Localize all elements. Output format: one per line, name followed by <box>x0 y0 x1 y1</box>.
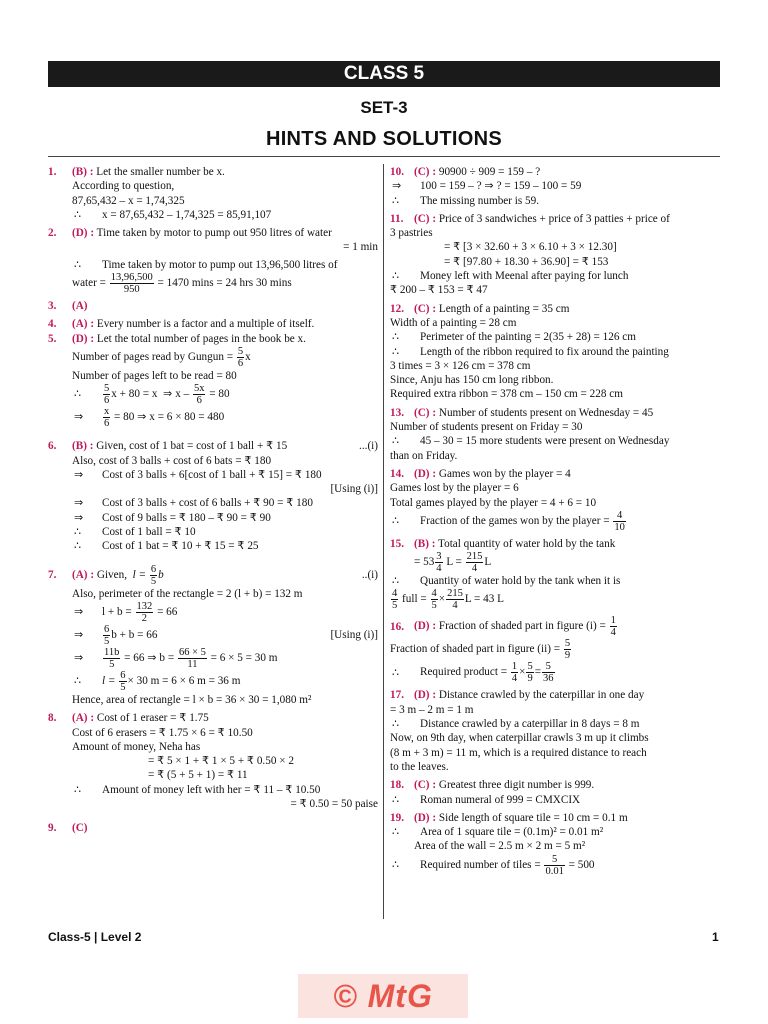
solution-text: Given, cost of 1 bat = cost of 1 ball + ₹ 15 <box>96 440 288 453</box>
fraction: $\frac{6}{5}$ <box>104 623 110 647</box>
class-banner: CLASS 5 <box>48 61 720 87</box>
answer-key: (B) : <box>72 166 94 178</box>
fraction: $\frac{4}{5}$ <box>431 588 437 612</box>
solution-text: Cost of 3 balls + cost of 6 balls + ₹ 90 = ₹ 180 <box>102 497 313 510</box>
answer-key: (D) : <box>72 332 95 345</box>
solution-text: Amount of money left with her = ₹ 11 – ₹ 10.50 <box>102 783 321 796</box>
answer-key: (C) : <box>414 302 437 315</box>
question-13: 13. (C) : Number of students present on Wednesday = 45 Number of students present on Friday = 30 ∴ 45 – 30 = 15 more students were present on Wednesday than on Friday. <box>390 406 670 462</box>
solution-text: Also, perimeter of the rectangle = 2 (l + b) = 132 m <box>72 587 303 600</box>
question-19: 19. (D) : Side length of square tile = 10 cm = 0.1 m ∴ Area of 1 square tile = (0.1m)² = 0.01 m² Area of the wall = 2.5 m × 2 m = 5 m² ∴ Required number of tiles = $\frac{5}{0.01}$ = 500 <box>390 811 628 877</box>
question-14: 14. (D) : Games won by the player = 4 Games lost by the player = 6 Total games played by the player = 4 + 6 = 10 ∴ Fraction of the games won by the player = $\frac{4}{10}$ <box>390 467 625 533</box>
question-4: 4. (A) : Every number is a factor and a multiple of itself. <box>48 318 315 331</box>
solution-text: Cost of 1 eraser = ₹ 1.75 <box>96 712 209 725</box>
solution-text: = ₹ (5 + 5 + 1) = ₹ 11 <box>148 769 248 782</box>
therefore-symbol: ∴ <box>74 258 82 271</box>
therefore-symbol: ∴ <box>74 208 82 221</box>
solution-text: Every number is a factor and a multiple of itself. <box>96 318 315 331</box>
fraction: $\frac{5}{6}$ <box>104 383 110 407</box>
fraction: $\frac{5}{36}$ <box>543 661 554 685</box>
fraction: $\frac{132}{2}$ <box>136 600 153 624</box>
set-title: SET-3 <box>360 98 408 117</box>
fraction: $\frac{5}{6}$ <box>237 345 244 369</box>
solution-text: Also, cost of 3 balls + cost of 6 bats = ₹ 180 <box>72 454 272 467</box>
solution-text: = ₹ 0.50 = 50 paise <box>290 798 378 811</box>
fraction: $\frac{215}{4}$ <box>466 551 483 575</box>
fraction: $\frac{1}{4}$ <box>511 661 518 685</box>
question-8: 8. (A) : Cost of 1 eraser = ₹ 1.75 Cost of 6 erasers = ₹ 1.75 × 6 = ₹ 10.50 Amount of money, Neha has = ₹ 5 × 1 + ₹ 1 × 5 + ₹ 0.50 × 2 = ₹ (5 + 5 + 1) = ₹ 11 ∴ Amount of money left with her = ₹ 11 – ₹ 10.50 = ₹ 0.50 = 50 paise <box>48 712 378 811</box>
solution-text: x = 87,65,432 – 1,74,325 = 85,91,107 <box>102 208 272 221</box>
page-heading: HINTS AND SOLUTIONS <box>265 128 503 150</box>
question-17: 17. (D) : Distance crawled by the caterpillar in one day = 3 m – 2 m = 1 m ∴ Distance crawled by a caterpillar in 8 days = 8 m Now, on 9th day, when caterpillar crawls 3 m up it climbs (8 m + 3 m) = 11 m, which is a required distance to reach to the leaves. <box>390 689 649 773</box>
fraction: $\frac{4}{5}$ <box>392 588 398 612</box>
fraction: $\frac{5}{0.01}$ <box>545 853 564 877</box>
fraction: $\frac{1}{4}$ <box>610 615 616 639</box>
solution-text: Time taken by motor to pump out 13,96,500 litres of <box>102 258 338 271</box>
answer-key: (C) : <box>414 212 437 225</box>
fraction: $\frac{6}{5}$ <box>150 563 157 587</box>
answer-key: (D) : <box>414 620 437 633</box>
q-number: 2. <box>48 227 57 240</box>
fraction: $\frac{5}{9}$ <box>527 661 533 685</box>
solution-text: Let the smaller number be x. <box>96 166 225 178</box>
fraction: $\frac{4}{10}$ <box>614 509 625 533</box>
answer-key: (C) <box>72 822 88 835</box>
fraction: $\frac{13,96,500}{950}$ <box>110 272 153 296</box>
answer-key: (C) : <box>414 166 437 178</box>
left-column <box>48 165 378 836</box>
solution-text: Let the total number of pages in the book be x. <box>96 332 306 345</box>
solution-text: Time taken by motor to pump out 950 litres of water <box>96 227 332 240</box>
question-3: 3. (A) <box>48 300 88 313</box>
fraction: $\frac{215}{4}$ <box>447 588 463 612</box>
fraction: $\frac{3}{4}$ <box>436 551 442 575</box>
question-16: 16. (D) : Fraction of shaded part in figure (i) = $\frac{1}{4}$ Fraction of shaded part in figure (ii) = $\frac{5}{9}$ ∴ Required product = $\frac{1}{4}$ × $\frac{5}{9}$ = $\frac{5}{36}$ <box>390 615 616 685</box>
question-18: 18. (C) : Greatest three digit number is 999. ∴ Roman numeral of 999 = CMXCIX <box>390 779 595 806</box>
question-9: 9. (C) <box>48 822 88 835</box>
solution-text: Number of pages read by Gungun = <box>72 351 234 364</box>
fraction: $\frac{6}{5}$ <box>120 669 126 693</box>
fraction: $\frac{5}{9}$ <box>564 638 571 662</box>
question-12: 12. (C) : Length of a painting = 35 cm Width of a painting = 28 cm ∴ Perimeter of the painting = 2(35 + 28) = 126 cm ∴ Length of the ribbon required to fix around the painting 3 times = 3 × 126 cm = 378 cm Since, Anju has 150 cm long ribbon. Required extra ribbon = 378 cm – 150 cm = 228 cm <box>390 302 669 401</box>
answer-key: (A) : <box>72 712 95 725</box>
fraction: $\frac{x}{6}$ <box>104 406 110 430</box>
solution-text: Cost of 6 erasers = ₹ 1.75 × 6 = ₹ 10.50 <box>72 726 253 739</box>
question-15: 15. (B) : Total quantity of water hold by the tank = 53 $\frac{3}{4}$ L = $\frac{215}{4}$ L ∴ Quantity of water hold by the tank when it is $\frac{4}{5}$ full = $\frac{4}{5}$ × $\frac{215}{4}$ L = 43 L <box>390 537 621 612</box>
answer-key: (A) : <box>72 318 95 331</box>
mtg-logo: © MtG <box>298 974 468 1018</box>
answer-key: (C) : <box>414 406 437 419</box>
page-number: 1 <box>712 930 719 944</box>
answer-key: (D) : <box>414 811 437 824</box>
solution-text: Number of pages left to be read = 80 <box>72 369 237 382</box>
fraction: $\frac{66 \times 5}{11}$ <box>178 646 206 670</box>
solution-text: Cost of 1 bat = ₹ 10 + ₹ 15 = ₹ 25 <box>102 540 259 553</box>
header-rule <box>48 156 720 157</box>
solution-text: Cost of 9 balls = ₹ 180 – ₹ 90 = ₹ 90 <box>102 511 271 524</box>
answer-key: (B) : <box>414 537 436 550</box>
answer-key: (A) <box>72 300 88 313</box>
solution-text: Amount of money, Neha has <box>72 740 201 753</box>
solution-text: Cost of 3 balls + 6[cost of 1 ball + ₹ 15] = ₹ 180 <box>102 468 322 481</box>
solution-text: According to question, <box>72 180 175 193</box>
solution-text: = 1470 mins = 24 hrs 30 mins <box>157 277 292 290</box>
question-11: 11. (C) : Price of 3 sandwiches + price of 3 patties + price of 3 pastries = ₹ [3 × 32.60 + 3 × 6.10 + 3 × 12.30] = ₹ [97.80 + 18.30 + 36.90] = ₹ 153 ∴ Money left with Meenal after paying for lunch ₹ 200 – ₹ 153 = ₹ 47 <box>390 212 670 297</box>
answer-key: (C) : <box>414 779 437 792</box>
q-number: 1. <box>48 166 57 178</box>
right-column <box>390 165 722 877</box>
solution-text: = ₹ 5 × 1 + ₹ 1 × 5 + ₹ 0.50 × 2 <box>148 755 294 768</box>
solution-text: Cost of 1 ball = ₹ 10 <box>102 526 196 539</box>
question-1 <box>48 165 378 222</box>
question-6: 6. (B) : Given, cost of 1 bat = cost of 1 ball + ₹ 15 ...(i) Also, cost of 3 balls + cost of 6 bats = ₹ 180 ⇒ Cost of 3 balls + 6[cost of 1 ball + ₹ 15] = ₹ 180 [Using (i)] ⇒ Cost of 3 balls + cost of 6 balls + ₹ 90 = ₹ 180 ⇒ Cost of 9 balls = ₹ 180 – ₹ 90 = ₹ 90 ∴ Cost of 1 ball = ₹ 10 ∴ Cost of 1 bat = ₹ 10 + ₹ 15 = ₹ 25 <box>48 440 378 553</box>
question-5: 5. (D) : Let the total number of pages in the book be x. Number of pages read by Gungun = $\frac{5}{6}$ x Number of pages left to be read = 80 ∴ $\frac{5}{6}$ x + 80 = x ⇒ x – $\frac{5x}{6}$ = 80 ⇒ $\frac{x}{6}$ = 80 ⇒ x = 6 × 80 = 480 <box>48 332 378 430</box>
question-2 <box>48 226 378 295</box>
solution-text: Hence, area of rectangle = l × b = 36 × 30 = 1,080 m² <box>72 693 312 706</box>
solution-text: 87,65,432 – x = 1,74,325 <box>72 194 185 207</box>
fraction: $\frac{5x}{6}$ <box>193 383 205 407</box>
column-divider <box>383 164 384 919</box>
solution-text: water = <box>72 277 106 290</box>
answer-key: (A) : <box>72 568 95 581</box>
question-10: 10. (C) : 90900 ÷ 909 = 159 – ? ⇒ 100 = 159 – ? ⇒ ? = 159 – 100 = 59 ∴ The missing number is 59. <box>390 166 582 207</box>
footer-label: Class-5 | Level 2 <box>48 930 142 944</box>
answer-key: (D) : <box>414 467 437 480</box>
solution-text: = 1 min <box>343 241 378 254</box>
fraction: $\frac{11b}{5}$ <box>104 646 120 670</box>
answer-key: (B) : <box>72 440 94 453</box>
answer-key: (D) : <box>72 227 95 240</box>
question-7: 7. (A) : Given, l = $\frac{6}{5}$ b ..(i) Also, perimeter of the rectangle = 2 (l + b) = 132 m ⇒ l + b = $\frac{132}{2}$ = 66 ⇒ $\frac{6}{5}$ b + b = 66 [Using (i)] ⇒ $\frac{11b}{5}$ = 66 ⇒ b = $\frac{66 \times 5}{11}$ = 6 × 5 = 30 m ∴ l = $\frac{6}{5}$ × 30 m = 6 × 6 m = 36 m Hence, area of rectangle = l × b = 36 × 30 = 1,080 m² <box>48 563 378 706</box>
answer-key: (D) : <box>414 689 437 702</box>
